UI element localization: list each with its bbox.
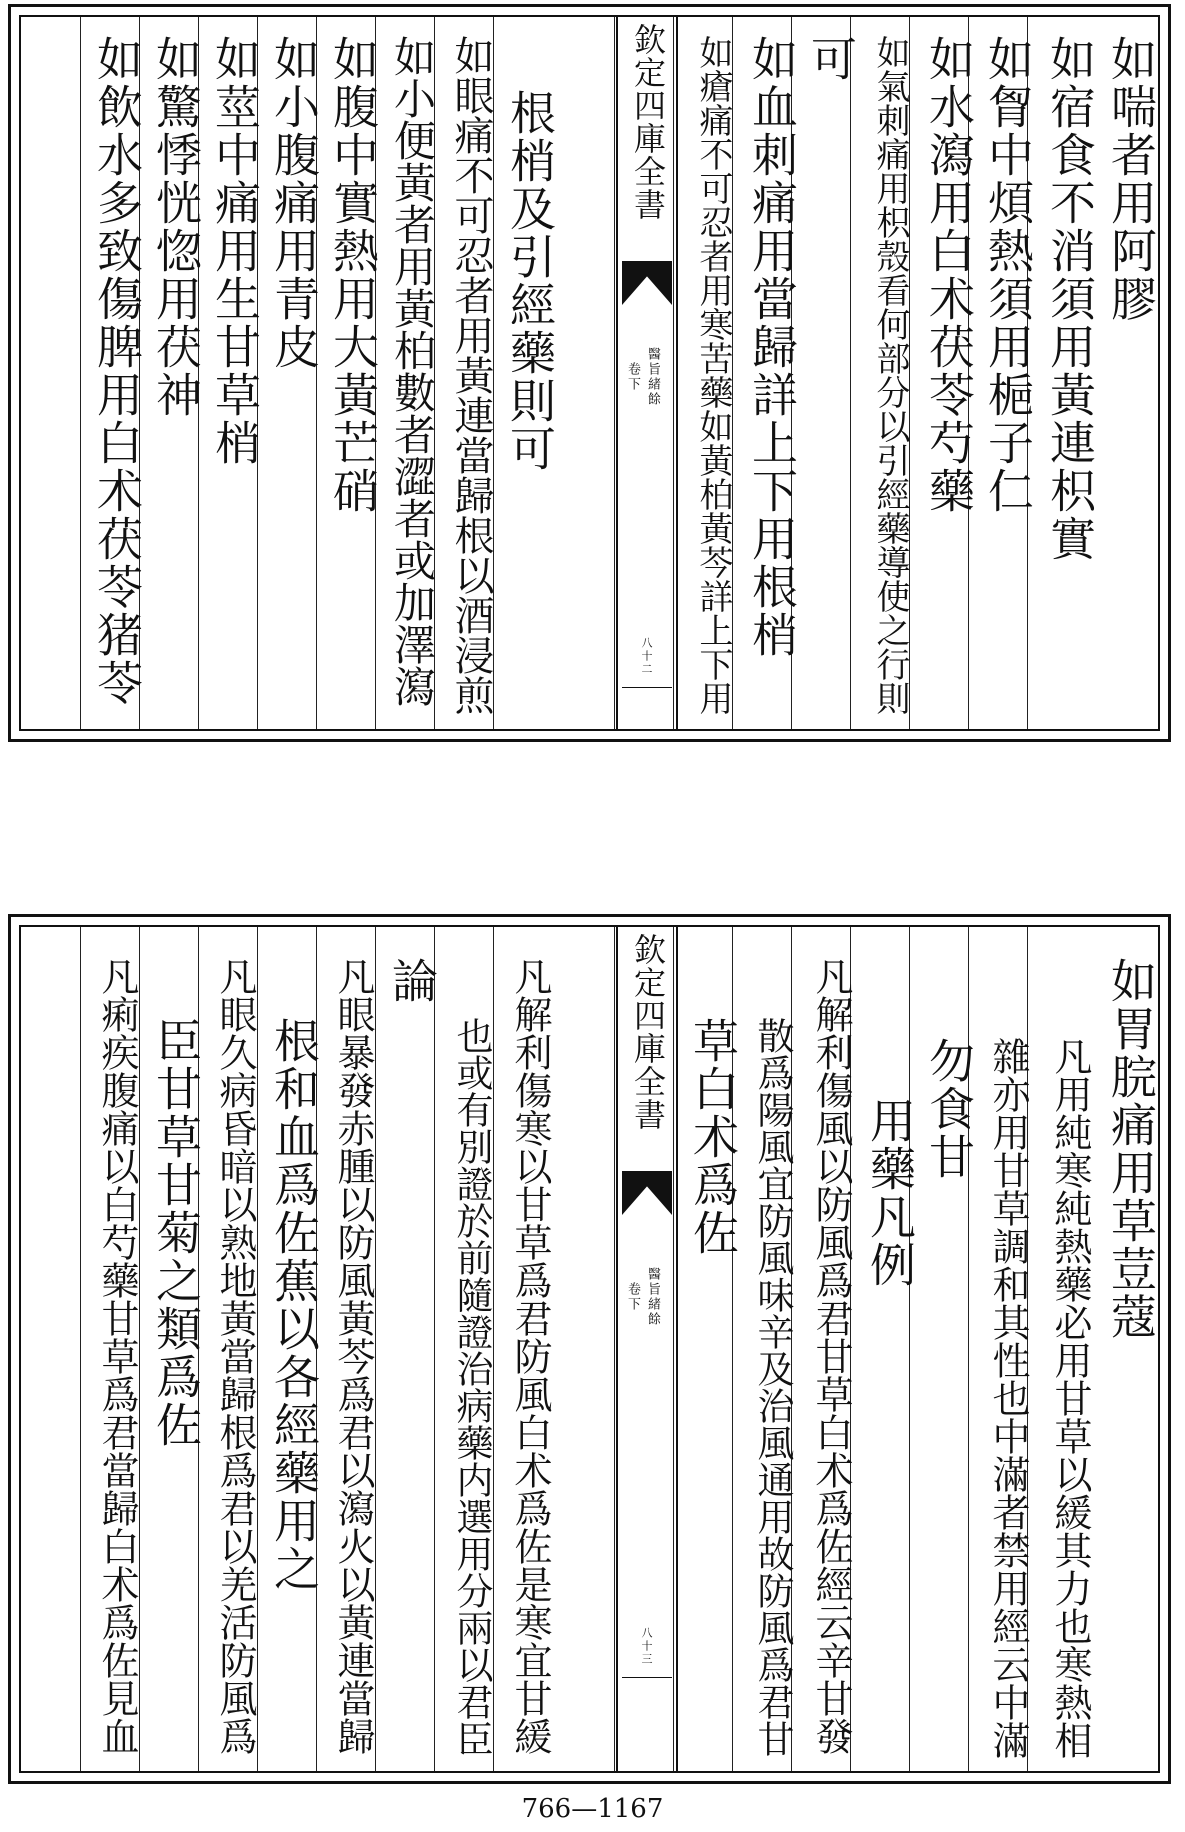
top-text-col-8: 如瘡痛不可忍者用寒苦藥如黃柏黃芩詳上下用 — [693, 35, 733, 715]
bottom-text-col-7: 散爲陽風宜防風味辛及治風通用故防風爲君甘 — [751, 1017, 794, 1757]
top-text-col-4: 如水瀉用白术茯苓芍藥 — [922, 35, 976, 515]
bottom-text-col-4: 勿食甘 — [922, 1037, 976, 1181]
footer-page-reference: 766—1167 — [521, 1794, 664, 1824]
top-fish-tail-icon — [622, 261, 672, 305]
top-text-col-15: 如驚悸恍惚用茯神 — [149, 35, 203, 419]
top-text-col-9: 根梢及引經藥則可 — [503, 89, 557, 473]
top-text-col-5: 如氣刺痛用枳殼看何部分以引經藥導使之行則 — [870, 35, 910, 715]
bottom-text-col-11: 論 — [385, 957, 439, 1005]
bottom-text-col-16: 凡痢疾腹痛以白芍藥甘草爲君當歸白术爲佐見血 — [95, 957, 139, 1755]
top-text-col-6: 可 — [804, 35, 858, 83]
top-text-col-11: 如小便黃者用黃柏數者澀者或加澤瀉 — [388, 35, 437, 707]
top-text-col-7: 如血刺痛用當歸詳上下用根梢 — [745, 35, 799, 659]
bottom-book-name: 醫旨緒餘 — [645, 1267, 660, 1327]
bottom-text-col-14: 凡眼久病昏暗以熟地黃當歸根爲君以羌活防風爲 — [213, 957, 257, 1755]
bottom-page-number: 八十三 — [640, 1627, 653, 1666]
bottom-text-col-9: 凡解利傷寒以甘草爲君防風白术爲佐是寒宜甘緩 — [508, 957, 552, 1755]
bottom-text-col-10: 也或有別證於前隨證治病藥内選用分兩以君臣 — [450, 1017, 493, 1757]
bottom-page — [8, 914, 1171, 1784]
bottom-text-col-6: 凡解利傷風以防風爲君甘草白术爲佐經云辛甘發 — [809, 957, 853, 1755]
top-page-number: 八十二 — [640, 637, 653, 676]
bottom-fish-tail-icon — [622, 1171, 672, 1215]
top-text-col-1: 如喘者用阿膠 — [1104, 35, 1158, 323]
top-text-col-12: 如腹中實熱用大黃芒硝 — [326, 35, 380, 515]
top-text-col-13: 如小腹痛用青皮 — [267, 35, 321, 371]
bottom-center-title: 欽定四庫全書 — [629, 933, 667, 1131]
top-text-col-10: 如眼痛不可忍者用黃連當歸根以酒浸煎 — [448, 35, 494, 715]
bottom-text-col-3: 雜亦用甘草調和其性也中滿者禁用經云中滿 — [986, 1037, 1030, 1759]
bottom-text-col-13: 根和血爲佐蕉以各經藥用之 — [267, 1017, 321, 1593]
top-text-col-3: 如胷中煩熱須用梔子仁 — [981, 35, 1035, 515]
bottom-text-col-2: 凡用純寒純熱藥必用甘草以緩其力也寒熱相 — [1048, 1037, 1092, 1759]
bottom-text-col-12: 凡眼暴發赤腫以防風黃芩爲君以瀉火以黃連當歸 — [331, 957, 375, 1755]
bottom-volume: 卷下 — [625, 1282, 640, 1312]
bottom-center-strip — [616, 927, 678, 1771]
top-text-col-14: 如莖中痛用生甘草梢 — [208, 35, 262, 467]
bottom-text-col-8: 草白术爲佐 — [686, 1017, 740, 1257]
top-center-title: 欽定四庫全書 — [629, 23, 667, 221]
top-page — [8, 4, 1171, 742]
top-volume: 卷下 — [625, 362, 640, 392]
top-text-col-2: 如宿食不消須用黃連枳實 — [1043, 35, 1097, 563]
top-center-strip — [616, 17, 678, 729]
bottom-text-col-5: 用藥凡例 — [863, 1097, 917, 1289]
bottom-text-col-1: 如胃脘痛用草荳蔻 — [1104, 957, 1158, 1341]
top-text-col-16: 如飲水多致傷脾用白术茯苓猪苓 — [90, 35, 144, 707]
bottom-text-col-15: 臣甘草甘菊之類爲佐 — [149, 1017, 203, 1449]
top-page-inner-frame — [19, 15, 1160, 731]
top-book-name: 醫旨緒餘 — [645, 347, 660, 407]
bottom-page-inner-frame — [19, 925, 1160, 1773]
